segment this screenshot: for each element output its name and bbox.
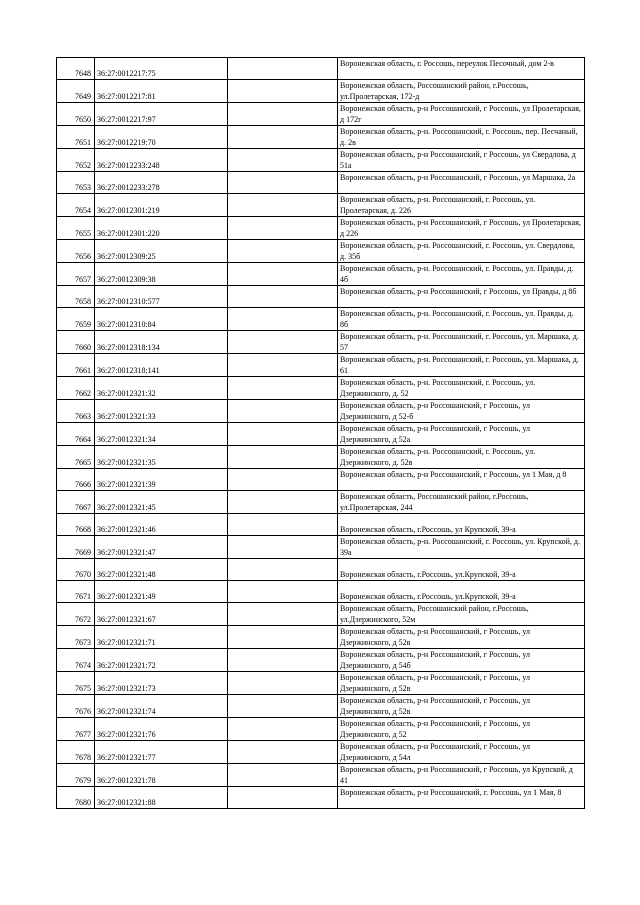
empty-cell xyxy=(228,787,338,809)
address: Воронежская область, г. Россошь, переулок Песочный, дом 2-в xyxy=(338,58,585,80)
cadastral-number: 36:27:0012321:39 xyxy=(95,469,228,491)
cadastral-number: 36:27:0012321:32 xyxy=(95,377,228,400)
table-row xyxy=(57,308,585,331)
empty-cell xyxy=(228,423,338,446)
cadastral-number: 36:27:0012321:67 xyxy=(95,603,228,626)
cadastral-number: 36:27:0012310:84 xyxy=(95,308,228,331)
cadastral-number: 36:27:0012310:577 xyxy=(95,286,228,308)
address: Воронежская область, р-н. Россошанский, г. Россошь, ул. Дзержинского, д. 52в xyxy=(338,446,585,469)
cadastral-number: 36:27:0012318:134 xyxy=(95,331,228,354)
row-number: 7668 xyxy=(57,514,95,536)
table-row xyxy=(57,331,585,354)
cadastral-number: 36:27:0012318:141 xyxy=(95,354,228,377)
empty-cell xyxy=(228,559,338,581)
address: Воронежская область, г.Россошь, ул.Крупской, 39-а xyxy=(338,581,585,603)
row-number: 7653 xyxy=(57,172,95,194)
row-number: 7651 xyxy=(57,126,95,149)
address: Воронежская область, Россошанский район, г.Россошь, ул.Пролетарская, 244 xyxy=(338,491,585,514)
cadastral-number: 36:27:0012217:97 xyxy=(95,103,228,126)
cadastral-number: 36:27:0012321:47 xyxy=(95,536,228,559)
empty-cell xyxy=(228,581,338,603)
address: Воронежская область, р-н Россошанский, г Россошь, ул Крупской, д 41 xyxy=(338,764,585,787)
row-number: 7667 xyxy=(57,491,95,514)
empty-cell xyxy=(228,603,338,626)
empty-cell xyxy=(228,695,338,718)
row-number: 7672 xyxy=(57,603,95,626)
table-row xyxy=(57,149,585,172)
empty-cell xyxy=(228,240,338,263)
cadastral-number: 36:27:0012321:74 xyxy=(95,695,228,718)
address: Воронежская область, Россошанский район, г.Россошь, ул.Дзержинского, 52м xyxy=(338,603,585,626)
cadastral-number: 36:27:0012321:73 xyxy=(95,672,228,695)
row-number: 7660 xyxy=(57,331,95,354)
table-row xyxy=(57,672,585,695)
address: Воронежская область, р-н Россошанский, г. Россошь, ул 1 Мая, 8 xyxy=(338,787,585,809)
cadastral-number: 36:27:0012233:248 xyxy=(95,149,228,172)
empty-cell xyxy=(228,103,338,126)
row-number: 7658 xyxy=(57,286,95,308)
table-row xyxy=(57,217,585,240)
table-row xyxy=(57,286,585,308)
row-number: 7655 xyxy=(57,217,95,240)
table-row xyxy=(57,718,585,741)
table-row xyxy=(57,559,585,581)
table-row xyxy=(57,400,585,423)
table-row xyxy=(57,172,585,194)
empty-cell xyxy=(228,672,338,695)
cadastral-number: 36:27:0012321:71 xyxy=(95,626,228,649)
row-number: 7676 xyxy=(57,695,95,718)
registry-table xyxy=(56,57,585,809)
row-number: 7674 xyxy=(57,649,95,672)
cadastral-number: 36:27:0012321:35 xyxy=(95,446,228,469)
address: Воронежская область, р-н Россошанский, г Россошь, ул Дзержинского, д 52в xyxy=(338,672,585,695)
address: Воронежская область, р-н Россошанский, г Россошь, ул Дзержинского, д 52-б xyxy=(338,400,585,423)
table-row xyxy=(57,603,585,626)
table-row xyxy=(57,787,585,809)
address: Воронежская область, р-н Россошанский, г Россошь, ул 1 Мая, д 8 xyxy=(338,469,585,491)
table-row xyxy=(57,581,585,603)
row-number: 7666 xyxy=(57,469,95,491)
row-number: 7665 xyxy=(57,446,95,469)
empty-cell xyxy=(228,217,338,240)
empty-cell xyxy=(228,626,338,649)
table-row xyxy=(57,695,585,718)
row-number: 7679 xyxy=(57,764,95,787)
empty-cell xyxy=(228,194,338,217)
table-row xyxy=(57,514,585,536)
table-row xyxy=(57,649,585,672)
cadastral-number: 36:27:0012309:38 xyxy=(95,263,228,286)
address: Воронежская область, р-н Россошанский, г Россошь, ул Дзержинского, д 54б xyxy=(338,649,585,672)
address: Воронежская область, р-н Россошанский, г Россошь, ул Пролетарская, д 172г xyxy=(338,103,585,126)
empty-cell xyxy=(228,149,338,172)
empty-cell xyxy=(228,354,338,377)
row-number: 7654 xyxy=(57,194,95,217)
row-number: 7648 xyxy=(57,58,95,80)
row-number: 7669 xyxy=(57,536,95,559)
address: Воронежская область, р-н Россошанский, г Россошь, ул Дзержинского, д 54л xyxy=(338,741,585,764)
cadastral-number: 36:27:0012301:220 xyxy=(95,217,228,240)
empty-cell xyxy=(228,536,338,559)
cadastral-number: 36:27:0012321:76 xyxy=(95,718,228,741)
row-number: 7652 xyxy=(57,149,95,172)
cadastral-number: 36:27:0012309:25 xyxy=(95,240,228,263)
cadastral-number: 36:27:0012321:88 xyxy=(95,787,228,809)
empty-cell xyxy=(228,308,338,331)
empty-cell xyxy=(228,764,338,787)
empty-cell xyxy=(228,80,338,103)
address: Воронежская область, р-н. Россошанский, г. Россошь, ул. Крупской, д. 39а xyxy=(338,536,585,559)
cadastral-number: 36:27:0012321:77 xyxy=(95,741,228,764)
address: Воронежская область, р-н Россошанский, г Россошь, ул Дзержинского, д 52а xyxy=(338,423,585,446)
cadastral-number: 36:27:0012321:49 xyxy=(95,581,228,603)
address: Воронежская область, р-н Россошанский, г Россошь, ул Свердлова, д 51а xyxy=(338,149,585,172)
row-number: 7673 xyxy=(57,626,95,649)
empty-cell xyxy=(228,400,338,423)
address: Воронежская область, р-н. Россошанский, г. Россошь, ул. Маршака, д. 57 xyxy=(338,331,585,354)
address: Воронежская область, р-н Россошанский, г Россошь, ул Правды, д 8б xyxy=(338,286,585,308)
cadastral-number: 36:27:0012321:46 xyxy=(95,514,228,536)
empty-cell xyxy=(228,172,338,194)
empty-cell xyxy=(228,263,338,286)
address: Воронежская область, р-н. Россошанский, г. Россошь, ул. Маршака, д. 61 xyxy=(338,354,585,377)
table-row xyxy=(57,354,585,377)
address: Воронежская область, р-н Россошанский, г Россошь, ул Маршака, 2а xyxy=(338,172,585,194)
empty-cell xyxy=(228,718,338,741)
table-row xyxy=(57,423,585,446)
address: Воронежская область, р-н Россошанский, г Россошь, ул Пролетарская, д 226 xyxy=(338,217,585,240)
row-number: 7656 xyxy=(57,240,95,263)
address: Воронежская область, р-н. Россошанский, г. Россошь, ул. Свердлова, д. 35б xyxy=(338,240,585,263)
table-row xyxy=(57,764,585,787)
row-number: 7680 xyxy=(57,787,95,809)
address: Воронежская область, р-н. Россошанский, г. Россошь, пер. Песчаный, д. 2в xyxy=(338,126,585,149)
address: Воронежская область, р-н Россошанский, г Россошь, ул Дзержинского, д 52в xyxy=(338,695,585,718)
empty-cell xyxy=(228,286,338,308)
address: Воронежская область, р-н. Россошанский, г. Россошь, ул. Дзержинского, д. 52 xyxy=(338,377,585,400)
table-row xyxy=(57,741,585,764)
table-row xyxy=(57,126,585,149)
address: Воронежская область, р-н. Россошанский, г. Россошь, ул. Правды, д. 8б xyxy=(338,308,585,331)
row-number: 7662 xyxy=(57,377,95,400)
cadastral-number: 36:27:0012233:278 xyxy=(95,172,228,194)
table-row xyxy=(57,491,585,514)
table-row xyxy=(57,103,585,126)
row-number: 7650 xyxy=(57,103,95,126)
table-row xyxy=(57,469,585,491)
row-number: 7678 xyxy=(57,741,95,764)
address: Воронежская область, Россошанский район, г.Россошь, ул.Пролетарская, 172-д xyxy=(338,80,585,103)
cadastral-number: 36:27:0012321:33 xyxy=(95,400,228,423)
table-row xyxy=(57,194,585,217)
row-number: 7649 xyxy=(57,80,95,103)
table-row xyxy=(57,240,585,263)
row-number: 7659 xyxy=(57,308,95,331)
empty-cell xyxy=(228,377,338,400)
row-number: 7664 xyxy=(57,423,95,446)
table-row xyxy=(57,536,585,559)
empty-cell xyxy=(228,469,338,491)
cadastral-number: 36:27:0012217:75 xyxy=(95,58,228,80)
table-row xyxy=(57,446,585,469)
cadastral-number: 36:27:0012321:34 xyxy=(95,423,228,446)
row-number: 7661 xyxy=(57,354,95,377)
address: Воронежская область, г.Россошь, ул Крупской, 39-а xyxy=(338,514,585,536)
empty-cell xyxy=(228,649,338,672)
empty-cell xyxy=(228,446,338,469)
table-row xyxy=(57,377,585,400)
table-row xyxy=(57,58,585,80)
table-row xyxy=(57,626,585,649)
cadastral-number: 36:27:0012321:72 xyxy=(95,649,228,672)
cadastral-number: 36:27:0012219:70 xyxy=(95,126,228,149)
empty-cell xyxy=(228,331,338,354)
empty-cell xyxy=(228,491,338,514)
address: Воронежская область, г.Россошь, ул.Крупской, 39-а xyxy=(338,559,585,581)
cadastral-number: 36:27:0012321:48 xyxy=(95,559,228,581)
row-number: 7657 xyxy=(57,263,95,286)
table-row xyxy=(57,80,585,103)
address: Воронежская область, р-н. Россошанский, г. Россошь, ул. Пролетарская, д. 226 xyxy=(338,194,585,217)
cadastral-number: 36:27:0012321:78 xyxy=(95,764,228,787)
row-number: 7677 xyxy=(57,718,95,741)
empty-cell xyxy=(228,126,338,149)
registry-table-body xyxy=(57,58,585,809)
row-number: 7671 xyxy=(57,581,95,603)
empty-cell xyxy=(228,514,338,536)
row-number: 7675 xyxy=(57,672,95,695)
cadastral-number: 36:27:0012217:81 xyxy=(95,80,228,103)
cadastral-number: 36:27:0012301:219 xyxy=(95,194,228,217)
address: Воронежская область, р-н. Россошанский, г. Россошь, ул. Правды, д. 4б xyxy=(338,263,585,286)
empty-cell xyxy=(228,58,338,80)
empty-cell xyxy=(228,741,338,764)
address: Воронежская область, р-н Россошанский, г Россошь, ул Дзержинского, д 52 xyxy=(338,718,585,741)
cadastral-number: 36:27:0012321:45 xyxy=(95,491,228,514)
table-row xyxy=(57,263,585,286)
row-number: 7670 xyxy=(57,559,95,581)
row-number: 7663 xyxy=(57,400,95,423)
address: Воронежская область, р-н Россошанский, г Россошь, ул Дзержинского, д 52в xyxy=(338,626,585,649)
